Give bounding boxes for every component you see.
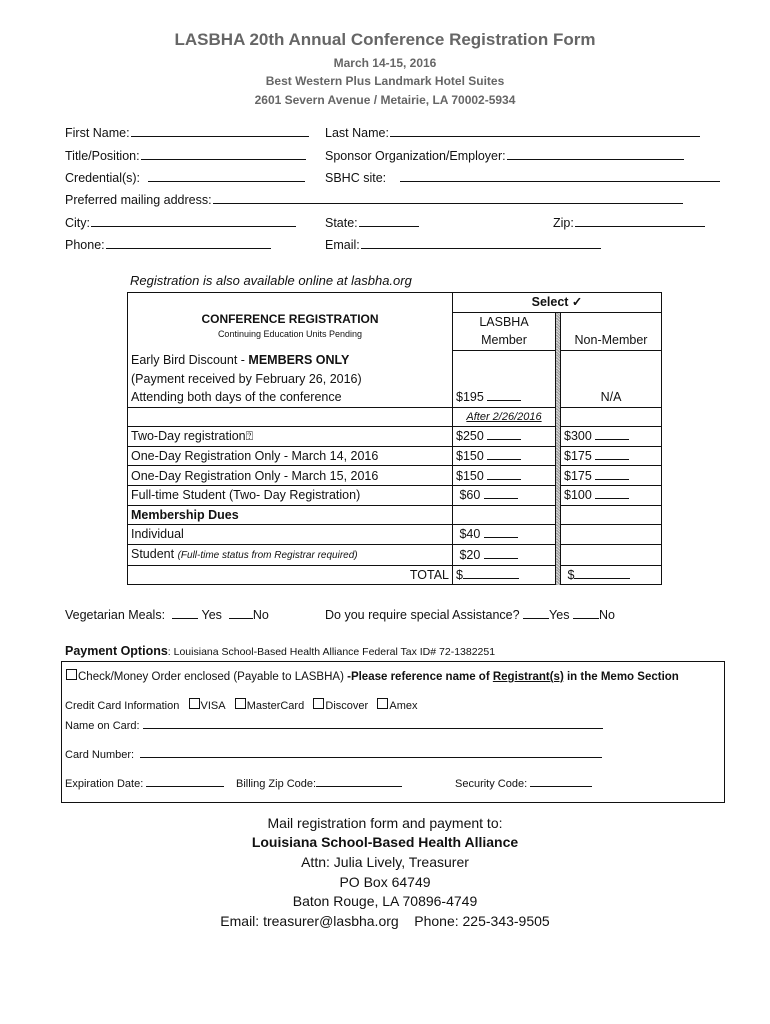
state-field[interactable]: State: [325,214,419,230]
veg-no-blank[interactable] [229,607,253,619]
name-on-card-field[interactable]: Name on Card: [65,717,603,732]
last-name-field[interactable]: Last Name: [325,124,700,140]
row-student-member[interactable]: $60 [453,485,556,505]
sponsor-org-field[interactable]: Sponsor Organization/Employer: [325,147,684,163]
check-checkbox[interactable] [66,669,77,680]
email-field[interactable]: Email: [325,236,601,252]
page-title: LASBHA 20th Annual Conference Registration Form [174,30,596,49]
vegetarian-question: Vegetarian Meals: Yes No [65,608,269,622]
mail-instruction: Mail registration form and payment to: [267,815,503,831]
row-student-nonmember[interactable]: $100 [561,485,662,505]
hotel-address: 2601 Severn Avenue / Metairie, LA 70002-5934 [254,93,516,107]
sbhc-site-field[interactable]: SBHC site: [325,169,720,185]
dues-individual-label: Individual [128,525,453,545]
expiration-date-field[interactable]: Expiration Date: [65,775,224,790]
select-header: Select ✓ [453,293,662,313]
assistance-question: Do you require special Assistance? Yes No [325,608,615,622]
table-subheading: Continuing Education Units Pending [217,328,363,339]
row-march15-member[interactable]: $150 [453,466,556,486]
early-bird-member-price[interactable]: $195 [453,388,556,407]
row-two-day-nonmember[interactable]: $300 [561,427,662,447]
row-march14-nonmember[interactable]: $175 [561,446,662,466]
mailing-address-field[interactable]: Preferred mailing address: [65,191,683,207]
security-code-field[interactable]: Security Code: [455,775,592,790]
row-student-label: Full-time Student (Two- Day Registration) [128,485,453,505]
mail-city-state: Baton Rouge, LA 70896-4749 [292,893,478,909]
membership-dues-heading: Membership Dues [128,505,453,525]
mail-phone: Phone: 225-343-9505 [414,913,550,929]
row-two-day-label: Two-Day registration⍰ [128,427,453,447]
mail-attn: Attn: Julia Lively, Treasurer [301,854,469,870]
hotel-name: Best Western Plus Landmark Hotel Suites [265,74,505,88]
early-bird-line-2: (Payment received by February 26, 2016) [128,369,453,388]
dues-student-amount[interactable]: $20 [453,544,556,565]
card-number-field[interactable]: Card Number: [65,746,602,761]
early-bird-line-1: Early Bird Discount - MEMBERS ONLY [128,350,453,369]
early-bird-line-3: Attending both days of the conference [128,388,453,407]
row-march15-nonmember[interactable]: $175 [561,466,662,486]
assist-no-blank[interactable] [573,607,599,619]
mastercard-checkbox[interactable] [235,698,246,709]
city-field[interactable]: City: [65,214,296,230]
after-date-label: After 2/26/2016 [453,407,556,427]
phone-field[interactable]: Phone: [65,236,271,252]
mail-po-box: PO Box 64749 [339,874,431,890]
zip-field[interactable]: Zip: [553,214,705,230]
early-bird-nonmember-price: N/A [561,388,662,407]
member-col-header-2: Member [453,331,556,350]
online-note: Registration is also available online at lasbha.org [130,273,412,288]
assist-yes-blank[interactable] [523,607,549,619]
title-position-field[interactable]: Title/Position: [65,147,306,163]
billing-zip-field[interactable]: Billing Zip Code: [236,775,402,790]
credit-card-options: Credit Card Information VISA MasterCard Discover Amex [65,700,418,712]
payment-options-line: Payment Options: Louisiana School-Based Health Alliance Federal Tax ID# 72-1382251 [65,644,496,658]
row-march14-label: One-Day Registration Only - March 14, 2016 [128,446,453,466]
total-member[interactable]: $ [453,565,556,585]
mail-contact [0,913,770,929]
row-march14-member[interactable]: $150 [453,446,556,466]
conference-dates: March 14-15, 2016 [333,56,437,70]
table-heading: CONFERENCE REGISTRATION [201,311,379,326]
amex-checkbox[interactable] [377,698,388,709]
first-name-field[interactable]: First Name: [65,124,309,140]
row-two-day-member[interactable]: $250 [453,427,556,447]
check-option[interactable]: Check/Money Order enclosed (Payable to LASBHA) -Please reference name of Registrant(s) in the Memo Section [66,669,679,683]
registration-table [127,292,662,585]
discover-checkbox[interactable] [313,698,324,709]
total-nonmember[interactable]: $ [561,565,662,585]
dues-individual-amount[interactable]: $40 [453,525,556,545]
veg-yes-blank[interactable] [172,607,198,619]
member-col-header-1: LASBHA [453,312,556,331]
mail-org-name: Louisiana School-Based Health Alliance [251,834,519,850]
credentials-field[interactable]: Credential(s): [65,169,305,185]
dues-student-label: Student (Full-time status from Registrar required) [128,544,453,565]
row-march15-label: One-Day Registration Only - March 15, 2016 [128,466,453,486]
mail-email: Email: treasurer@lasbha.org [220,913,399,929]
nonmember-col-header: Non-Member [561,331,662,350]
total-label: TOTAL [128,565,453,585]
visa-checkbox[interactable] [189,698,200,709]
